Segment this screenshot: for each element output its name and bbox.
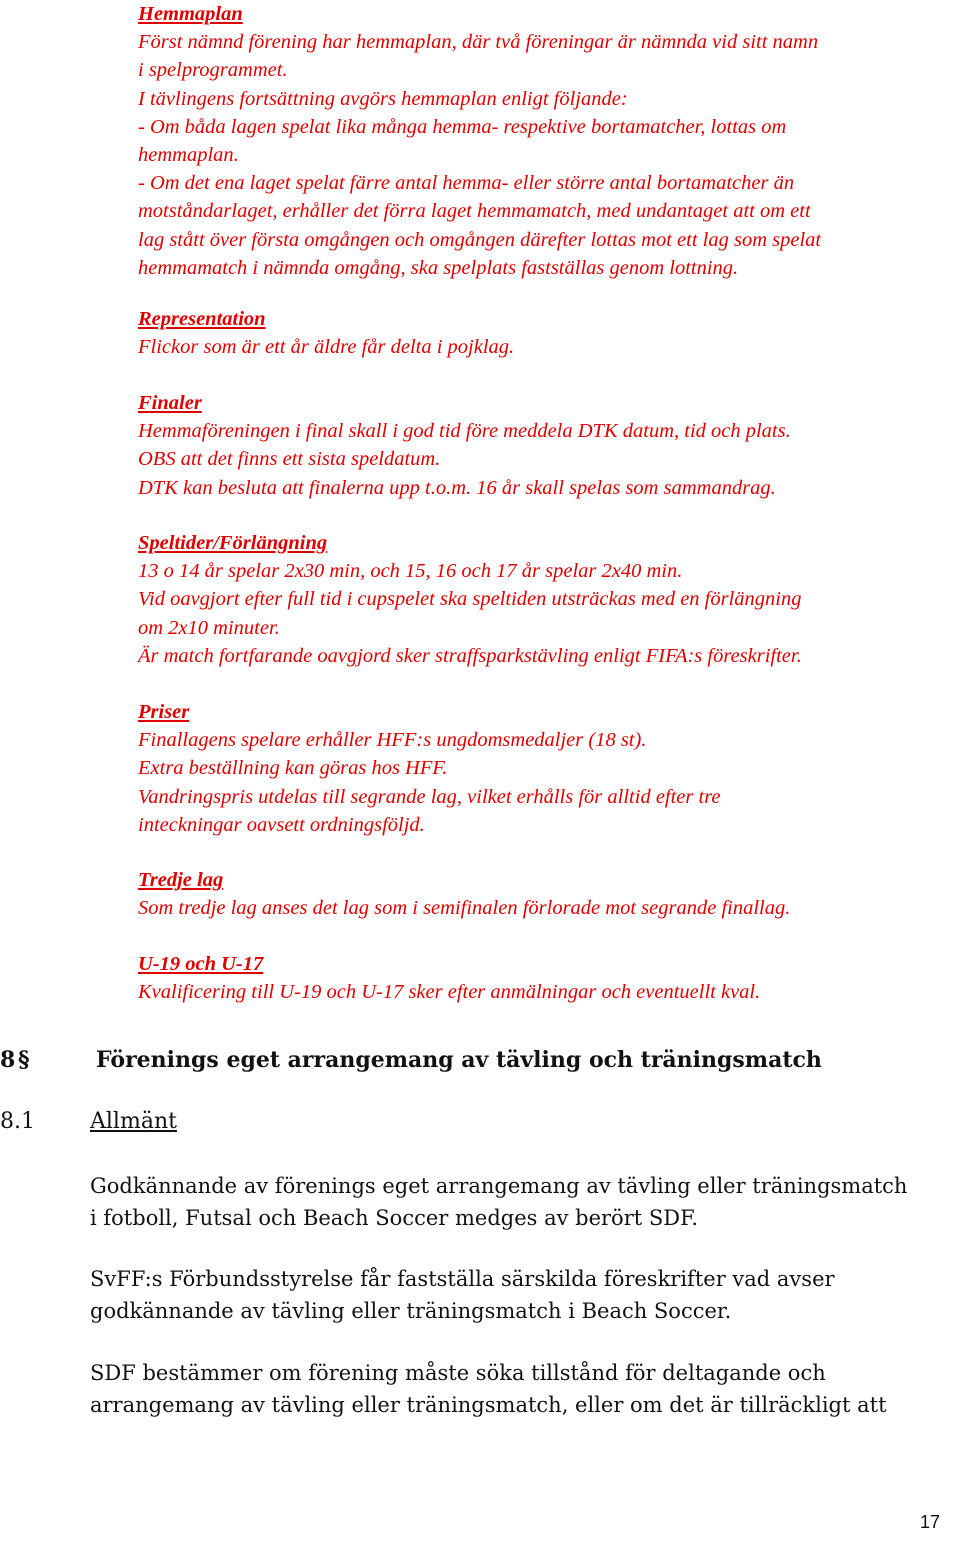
text-line: Först nämnd förening har hemmaplan, där två föreningar är nämnda vid sitt namn [138,31,819,54]
text-line: lag stått över första omgången och omgången därefter lottas mot ett lag som spelat [138,228,822,251]
text-line: motståndarlaget, erhåller det förra laget hemmamatch, med undantaget att om ett [138,200,811,223]
text-line: hemmaplan. [138,144,239,167]
text-line: - Om det ena laget spelat färre antal hemma- eller större antal bortamatcher än [138,172,795,195]
text-line: Extra beställning kan göras hos HFF. [138,757,448,780]
paragraph-symbol: § [18,1047,30,1073]
text-line: hemmamatch i nämnda omgång, ska spelplats fastställas genom lottning. [138,256,739,279]
text-line: Är match fortfarande oavgjord sker straffsparkstävling enligt FIFA:s föreskrifter. [138,644,802,667]
section-heading: U-19 och U-17 [138,953,264,975]
section-heading: Speltider/Förlängning [138,532,328,554]
section-priser [138,698,953,839]
text-line: Hemmaföreningen i final skall i god tid före meddela DTK datum, tid och plats. [138,420,791,443]
text-line: OBS att det finns ett sista speldatum. [138,448,441,471]
paragraph-3 [90,1357,955,1421]
paragraph-line: godkännande av tävling eller träningsmatch i Beach Soccer. [90,1299,732,1323]
paragraph-line: arrangemang av tävling eller träningsmatch, eller om det är tillräckligt att [90,1393,887,1417]
chapter-title: Förenings eget arrangemang av tävling och träningsmatch [96,1047,822,1073]
text-line: Vandringspris utdelas till segrande lag, vilket erhålls för alltid efter tre [138,785,721,808]
text-line: Finallagens spelare erhåller HFF:s ungdomsmedaljer (18 st). [138,729,647,752]
chapter-heading [0,1044,960,1076]
subchapter-heading [0,1106,177,1138]
text-line: inteckningar oavsett ordningsföljd. [138,813,425,836]
section-heading: Finaler [138,392,202,414]
page-number: 17 [919,1512,940,1532]
section-tredje-lag [138,866,953,922]
section-representation [138,305,953,361]
section-speltider [138,529,953,670]
text-line: Vid oavgjort efter full tid i cupspelet ska speltiden utsträckas med en förlängning [138,588,802,611]
text-line: Flickor som är ett år äldre får delta i pojklag. [138,336,515,359]
section-heading: Tredje lag [138,869,224,891]
text-line: I tävlingens fortsättning avgörs hemmaplan enligt följande: [138,87,628,110]
text-line: Kvalificering till U-19 och U-17 sker efter anmälningar och eventuellt kval. [138,981,761,1004]
section-hemmaplan [138,0,953,282]
text-line: - Om båda lagen spelat lika många hemma- respektive bortamatcher, lottas om [138,115,787,138]
text-line: 13 o 14 år spelar 2x30 min, och 15, 16 och 17 år spelar 2x40 min. [138,560,683,583]
section-heading: Hemmaplan [138,3,243,25]
paragraph-line: i fotboll, Futsal och Beach Soccer medges av berört SDF. [90,1206,699,1230]
section-finaler [138,389,953,502]
section-heading: Priser [138,701,190,723]
paragraph-line: SDF bestämmer om förening måste söka tillstånd för deltagande och [90,1361,826,1385]
chapter-number: 8 [0,1047,16,1073]
subchapter-title: Allmänt [90,1109,177,1134]
text-line: DTK kan besluta att finalerna upp t.o.m. 16 år skall spelas som sammandrag. [138,476,776,499]
paragraph-1 [90,1170,955,1234]
section-heading: Representation [138,308,266,330]
subchapter-number: 8.1 [0,1109,35,1134]
paragraph-2 [90,1263,955,1327]
text-line: i spelprogrammet. [138,59,288,82]
paragraph-line: SvFF:s Förbundsstyrelse får fastställa särskilda föreskrifter vad avser [90,1267,835,1291]
section-u19-u17 [138,950,953,1006]
paragraph-line: Godkännande av förenings eget arrangemang av tävling eller träningsmatch [90,1174,908,1198]
text-line: Som tredje lag anses det lag som i semifinalen förlorade mot segrande finallag. [138,897,791,920]
text-line: om 2x10 minuter. [138,616,280,639]
